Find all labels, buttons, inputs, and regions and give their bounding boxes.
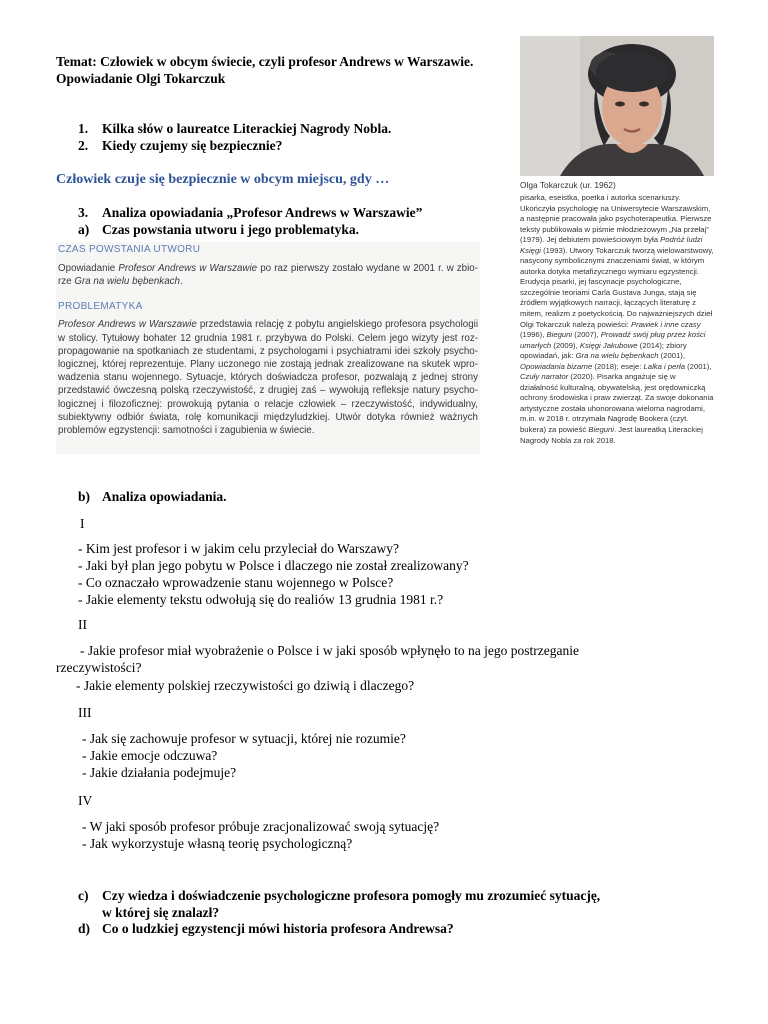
author-portrait-image bbox=[520, 36, 714, 176]
extract-paragraph-time: Opowiadanie Profesor Andrews w Warszawie po raz pierwszy zostało wydane w 2001 r. w zbio-rze Gra na wielu bębenkach. bbox=[58, 263, 479, 288]
question-item: - Jak wykorzystuje własną teorię psychologiczną? bbox=[82, 836, 353, 851]
title-line-2: Opowiadanie Olgi Tokarczuk bbox=[56, 71, 226, 86]
question-item: - Jakie działania podejmuje? bbox=[82, 765, 237, 780]
question-item: - Jakie emocje odczuwa? bbox=[82, 748, 218, 763]
title-line-1: Temat: Człowiek w obcym świecie, czyli profesor Andrews w Warszawie. bbox=[56, 54, 474, 69]
section-III-label: III bbox=[78, 705, 92, 720]
question-item: - Jak się zachowuje profesor w sytuacji, której nie rozumie? bbox=[82, 731, 406, 746]
section-IV-questions bbox=[82, 818, 542, 852]
question-item: - W jaki sposób profesor próbuje zracjonalizować swoją sytuację? bbox=[82, 819, 440, 834]
section-I-questions bbox=[78, 540, 558, 608]
question-item: - Jaki był plan jego pobytu w Polsce i dlaczego nie został zrealizowany? bbox=[78, 558, 469, 573]
caption-name: Olga Tokarczuk (ur. 1962) bbox=[520, 180, 616, 190]
subheading-c: c) Czy wiedza i doświadczenie psychologiczne profesora pomogły mu zrozumieć sytuację, w której się znalazł? bbox=[78, 888, 601, 920]
question-item: - Kim jest profesor i w jakim celu przyleciał do Warszawy? bbox=[78, 541, 400, 556]
section-II-q1: - Jakie profesor miał wyobrażenie o Polsce i w jaki sposób wpłynęło to na jego postrzeganie rzeczywistości? bbox=[56, 643, 579, 675]
extract-paragraph-problems: Profesor Andrews w Warszawie przedstawia relację z pobytu angielskiego profesora psychologii w stolicy. Tytułowy bohater 12 grudnia 1981 r. przybywa do Polski. Celem jego wizyty jest roz-propagowanie na spotkaniach ze studentami, z psychologami i psychiatrami idei szkoły psycho-logicznej, której reprezentuje. Plany uczonego nie zostają jednak zrealizowane na skutek wpro-wadzenia stanu wojennego. Sytuacje, których doświadcza profesor, pozwalają z jednej strony przedstawić ówczesną polską rzeczywistość, z drugiej zaś – wywołują refleksje natury psycho-logicznej i filozoficznej: prowokują pytania o relacje człowiek – rzeczywistość, indywidualny, subiektywny odbiór świata, rolę komunikacji międzyludzkiej. Utwór dotyka również ważnych problemów egzystencji: samotności i zagubienia w świecie. bbox=[58, 319, 479, 437]
extract-heading-time: CZAS POWSTANIA UTWORU bbox=[58, 244, 201, 255]
section-III-questions bbox=[82, 730, 542, 781]
section-II-q2: - Jakie elementy polskiej rzeczywistości go dziwią i dlaczego? bbox=[76, 678, 415, 693]
textbook-extract bbox=[58, 244, 478, 437]
intro-list bbox=[78, 120, 498, 154]
list-item: a) Czas powstania utworu i jego problematyka. bbox=[78, 222, 360, 237]
author-caption bbox=[520, 180, 714, 446]
list-item: 1. Kilka słów o laureatce Literackiej Nagrody Nobla. bbox=[78, 121, 392, 136]
section-II-label: II bbox=[78, 617, 87, 632]
extract-heading-problems: PROBLEMATYKA bbox=[58, 301, 143, 313]
question-item: - Co oznaczało wprowadzenie stanu wojennego w Polsce? bbox=[78, 575, 394, 590]
subheading-b: b) Analiza opowiadania. bbox=[78, 489, 227, 504]
analysis-heading bbox=[78, 204, 508, 238]
blue-sentence: Człowiek czuje się bezpiecznie w obcym miejscu, gdy … bbox=[56, 172, 390, 187]
list-item: 2. Kiedy czujemy się bezpiecznie? bbox=[78, 138, 283, 153]
section-IV-label: IV bbox=[78, 793, 93, 808]
subheading-d: d) Co o ludzkiej egzystencji mówi historia profesora Andrewsa? bbox=[78, 921, 454, 936]
list-item: 3. Analiza opowiadania „Profesor Andrews w Warszawie” bbox=[78, 205, 423, 220]
section-I-label: I bbox=[80, 516, 85, 531]
question-item: - Jakie elementy tekstu odwołują się do realiów 13 grudnia 1981 r.? bbox=[78, 592, 444, 607]
author-photo bbox=[520, 36, 714, 176]
caption-body: pisarka, eseistka, poetka i autorka scenariuszy. Ukończyła psychologię na Uniwersytecie Warszawskim, a następnie pracowała jako psychoterapeutka. Pierwsze teksty publikowała w piśmie młodzieżowym „Na przełaj” (1979). Jej debiutem powieściowym była Podróż ludzi Księgi (1993). Utwory Tokarczuk tworzą wielowarstwowy, nasycony symbolicznymi znaczeniami świat, w którym autorka dotyka metafizycznego wymiaru egzystencji. Erudycja pisarki, jej fascynacje psychologiczne, szczególnie teoriami Carla Gustava Junga, stają się źródłem wyjątkowych narracji, łączących literaturę z mitem, realizm z poetyckością. Do najważniejszych dzieł Olgi Tokarczuk należą powieści: Prawiek i inne czasy (1996), Bieguni (2007), Prowadź swój pług przez kości umarłych (2009), Księgi Jakubowe (2014); zbiory opowiadań, jak: Gra na wielu bębenkach (2001), Opowiadania bizarne (2018); eseje: Lalka i perła (2001), Czuły narrator (2020). Pisarka angażuje się w działalność kulturalną, obywatelską, jest orędowniczką ochrony środowiska i praw zwierząt. Za swoje dokonania artystyczne została uhonorowana wieloma nagrodami, m.in. w 2018 r. otrzymała Nagrodę Bookera (czyt. bukera) za powieść Bieguni. Jest laureatką Literackiej Nagrody Nobla za rok 2018. bbox=[520, 193, 714, 445]
page-title bbox=[56, 53, 516, 87]
